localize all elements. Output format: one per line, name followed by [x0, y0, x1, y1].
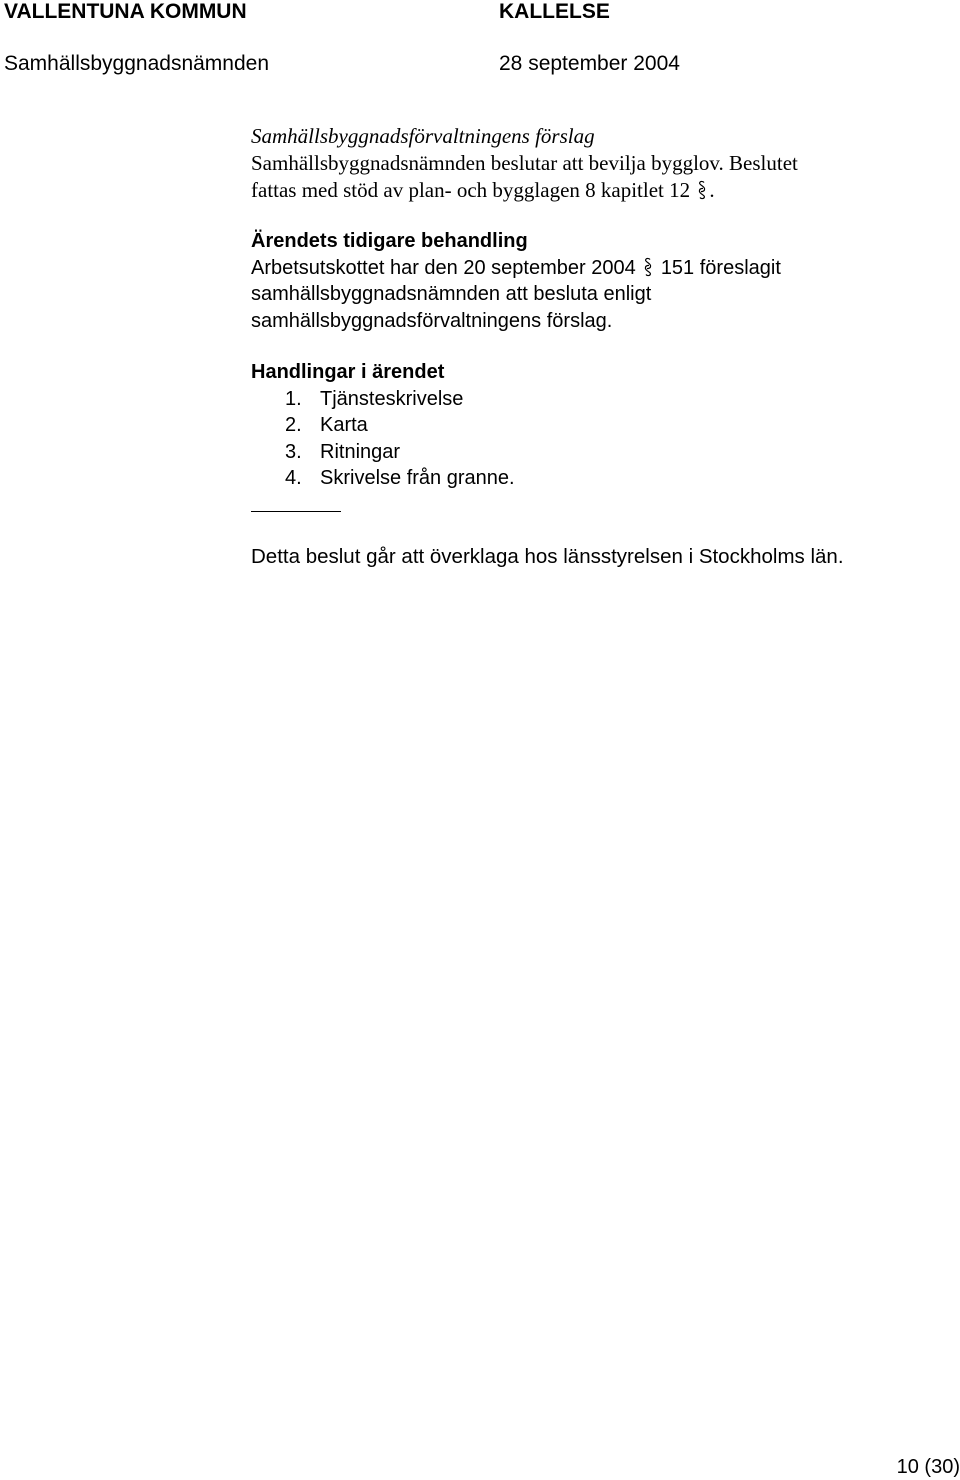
list-item-label: Karta — [320, 414, 368, 436]
previous-handling-line-2: samhällsbyggnadsnämnden att besluta enligt — [251, 283, 652, 305]
appeal-notice: Detta beslut går att överklaga hos länsstyrelsen i Stockholms län. — [251, 545, 844, 568]
documents-list — [251, 386, 515, 492]
previous-handling-section — [251, 228, 781, 334]
list-item — [251, 386, 515, 413]
section-sign-icon — [695, 177, 709, 204]
list-item-number: 4. — [285, 467, 302, 489]
list-item-label: Ritningar — [320, 440, 401, 463]
proposal-section — [251, 123, 798, 204]
list-item-label: Tjänsteskrivelse — [320, 387, 464, 410]
proposal-heading: Samhällsbyggnadsförvaltningens förslag — [251, 124, 595, 148]
previous-handling-line-3: samhällsbyggnadsförvaltningens förslag. — [251, 309, 613, 332]
document-type: KALLELSE — [499, 0, 610, 23]
meeting-date: 28 september 2004 — [499, 52, 680, 75]
organization-name: VALLENTUNA KOMMUN — [4, 0, 247, 23]
previous-handling-line-1 — [251, 255, 781, 282]
proposal-line-2-end: . — [709, 178, 715, 202]
proposal-line-2 — [251, 177, 798, 204]
previous-handling-line-1b: 151 föreslagit — [660, 256, 781, 279]
list-item — [251, 439, 515, 466]
list-item-number: 1. — [285, 387, 302, 410]
proposal-line-1: Samhällsbyggnadsnämnden beslutar att bevilja bygglov. Beslutet — [251, 151, 798, 175]
list-item-label: Skrivelse från granne. — [320, 467, 515, 489]
list-item — [251, 412, 515, 439]
list-item-number: 3. — [285, 440, 302, 463]
section-sign-icon — [641, 255, 655, 282]
committee-name: Samhällsbyggnadsnämnden — [4, 52, 270, 75]
page-number: 10 (30) — [896, 1456, 960, 1478]
proposal-line-2-text: fattas med stöd av plan- och bygglagen 8 kapitlet 12 — [251, 178, 691, 202]
list-item — [251, 465, 515, 492]
previous-handling-heading: Ärendets tidigare behandling — [251, 230, 528, 252]
documents-heading: Handlingar i ärendet — [251, 361, 445, 383]
documents-section — [251, 359, 515, 492]
previous-handling-line-1a: Arbetsutskottet har den 20 september 2004 — [251, 256, 636, 279]
separator-rule — [251, 511, 341, 512]
list-item-number: 2. — [285, 414, 302, 436]
